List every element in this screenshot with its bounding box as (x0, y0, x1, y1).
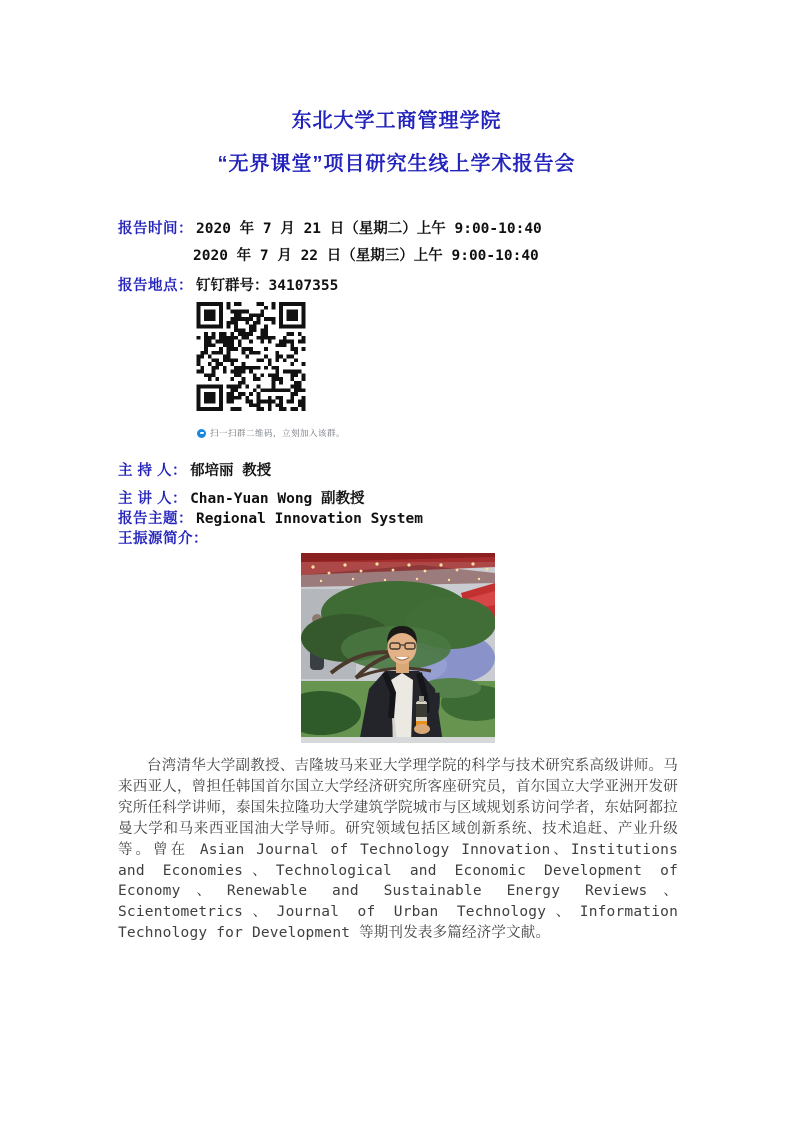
topic-value: Regional Innovation System (196, 511, 423, 527)
speaker-photo (301, 553, 495, 743)
qr-code-image (191, 302, 311, 411)
report-time-value-1: 2020 年 7 月 21 日（星期二）上午 9:00-10:40 (196, 221, 542, 237)
host-label: 主 持 人： (118, 463, 188, 479)
speaker-row (118, 487, 365, 508)
host-row (118, 459, 271, 480)
report-time-value-2: 2020 年 7 月 22 日（星期三）上午 9:00-10:40 (193, 248, 539, 264)
topic-row (118, 507, 423, 528)
report-location-value: 钉钉群号：34107355 (196, 278, 339, 294)
speaker-value: Chan-Yuan Wong 副教授 (190, 491, 365, 507)
report-time-row (118, 217, 542, 238)
speaker-photo-image (301, 553, 495, 743)
report-location-row (118, 274, 338, 295)
bio-intro-row (118, 527, 208, 548)
report-location-label: 报告地点： (118, 278, 193, 294)
topic-label: 报告主题： (118, 511, 193, 527)
speaker-biography: 台湾清华大学副教授、吉隆坡马来亚大学理学院的科学与技术研究系高级讲师。马来西亚人，曾担任韩国首尔国立大学经济研究所客座研究员，首尔国立大学亚洲开发研究所任科学讲师，泰国朱拉隆功大学建筑学院城市与区域规划系访问学者，东姑阿都拉曼大学和马来西亚国油大学导师。研究领域包括区域创新系统、技术追赶、产业升级等。曾在 Asian Journal of Technology Innovation、Institutions and Economies、Technological and Economic Development of Economy、Renewable and Sustainable Energy Reviews、Scientometrics、Journal of Urban Technology、Information Technology for Development 等期刊发表多篇经济学文献。 (118, 758, 678, 942)
page-title: 东北大学工商管理学院 (291, 110, 502, 132)
host-value: 郁培丽 教授 (190, 463, 272, 479)
qr-code (191, 302, 311, 411)
qr-caption-text: 扫一扫群二维码，立刻加入该群。 (210, 428, 346, 438)
bio-intro-label: 王振源简介： (118, 531, 208, 547)
speaker-label: 主 讲 人： (118, 491, 188, 507)
qr-caption (197, 427, 345, 439)
dingtalk-icon (197, 429, 206, 438)
report-time-row-2 (190, 244, 539, 265)
report-time-label: 报告时间： (118, 221, 193, 237)
page-subtitle: “无界课堂”项目研究生线上学术报告会 (217, 153, 576, 175)
